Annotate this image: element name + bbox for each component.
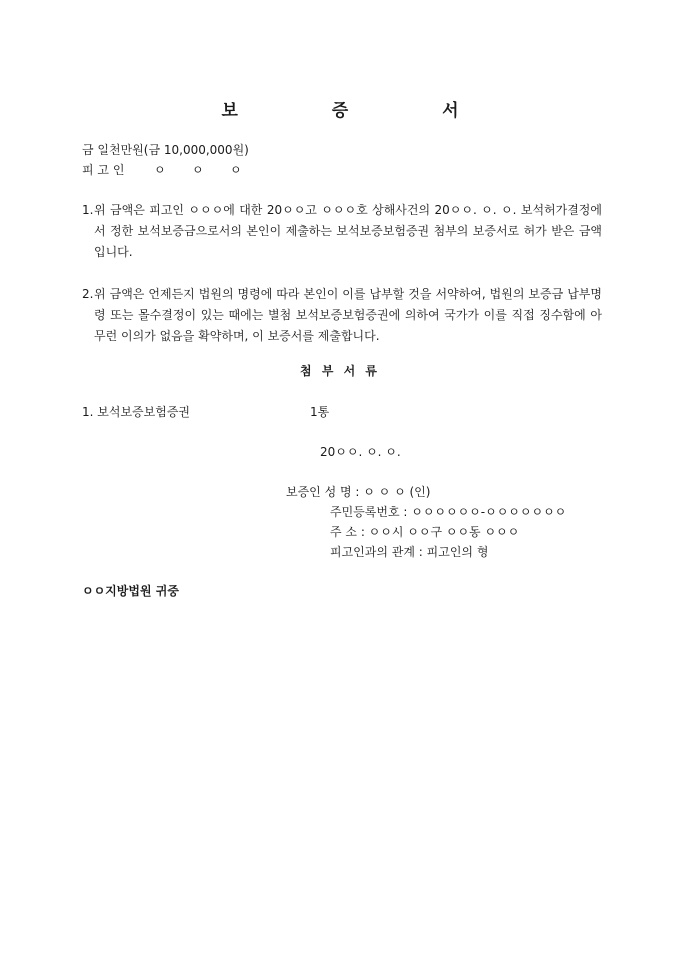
attachment-quantity: 1통 bbox=[310, 405, 330, 419]
paragraph-text: 위 금액은 피고인 ㅇㅇㅇ에 대한 20ㅇㅇ고 ㅇㅇㅇ호 상해사건의 20ㅇㅇ. ㅇ. ㅇ. 보석허가결정에서 정한 보석보증금으로서의 본인이 제출하는 보석보증보험증권 첨부의 보증서로 허가 받은 금액입니다. bbox=[94, 203, 602, 259]
paragraph-1 bbox=[82, 200, 602, 263]
paragraph-2 bbox=[82, 284, 602, 347]
defendant-symbol: ㅇ bbox=[154, 163, 166, 177]
document-date: 20ㅇㅇ. ㅇ. ㅇ. bbox=[320, 445, 401, 459]
document-title: 보 증 서 bbox=[221, 101, 503, 121]
defendant-symbol: ㅇ bbox=[192, 163, 204, 177]
guarantor-id-number: 주민등록번호 : ㅇㅇㅇㅇㅇㅇ-ㅇㅇㅇㅇㅇㅇㅇ bbox=[330, 505, 567, 519]
attachments-title: 첨 부 서 류 bbox=[300, 364, 380, 378]
paragraph-number: 2. bbox=[82, 287, 94, 301]
amount-line: 금 일천만원(금 10,000,000원) bbox=[82, 143, 249, 157]
defendant-symbol: ㅇ bbox=[230, 163, 242, 177]
court-addressee: ㅇㅇ지방법원 귀중 bbox=[82, 584, 179, 598]
paragraph-number: 1. bbox=[82, 203, 94, 217]
paragraph-text: 위 금액은 언제든지 법원의 명령에 따라 본인이 이를 납부할 것을 서약하여, 법원의 보증금 납부명령 또는 몰수결정이 있는 때에는 별첨 보석보증보험증권에 의하여 국가가 이를 직접 징수함에 아무런 이의가 없음을 확약하며, 이 보증서를 제출합니다. bbox=[94, 287, 602, 343]
defendant-label: 피 고 인 bbox=[82, 163, 125, 177]
defendant-line bbox=[82, 162, 268, 178]
guarantor-relation: 피고인과의 관계 : 피고인의 형 bbox=[330, 545, 489, 559]
guarantor-address: 주 소 : ㅇㅇ시 ㅇㅇ구 ㅇㅇ동 ㅇㅇㅇ bbox=[330, 525, 520, 539]
attachment-item: 1. 보석보증보험증권 bbox=[82, 405, 191, 419]
guarantor-name: 보증인 성 명 : ㅇ ㅇ ㅇ (인) bbox=[286, 485, 431, 499]
